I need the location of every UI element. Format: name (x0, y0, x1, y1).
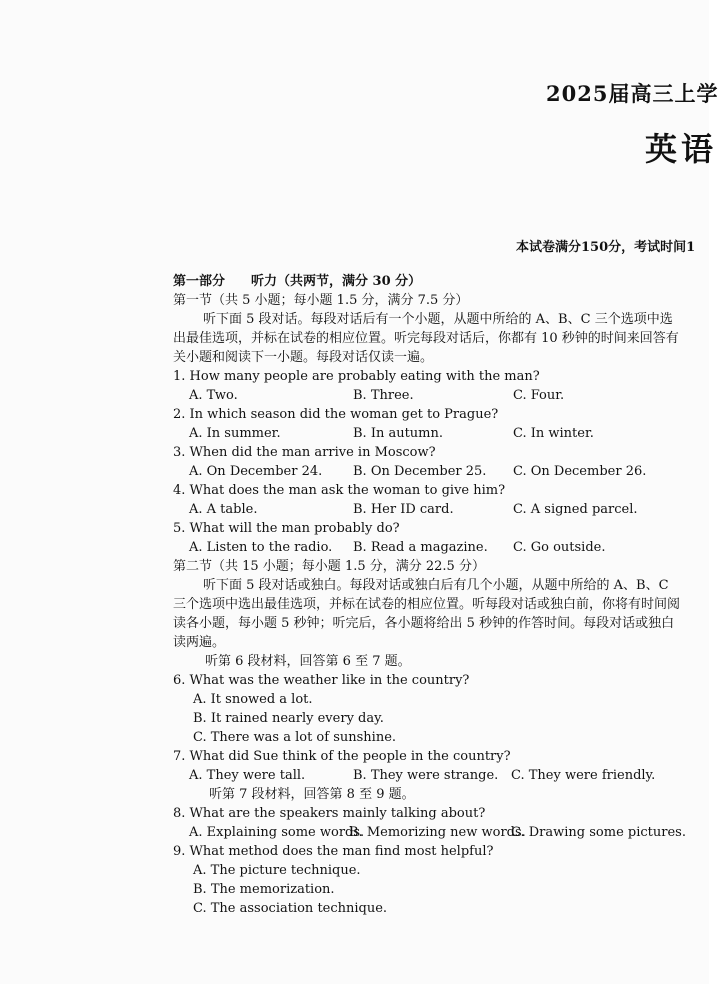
question-3-option-a: A. On December 24. (189, 464, 323, 479)
question-4: 4. What does the man ask the woman to give him? (173, 483, 506, 498)
question-1-options (173, 386, 693, 405)
question-2-option-a: A. In summer. (189, 426, 281, 441)
question-4-option-a: A. A table. (189, 502, 258, 517)
subject-title: 英语 (645, 130, 718, 168)
question-5-options (173, 538, 693, 557)
exam-content (173, 272, 693, 918)
question-7-option-b: B. They were strange. (353, 768, 499, 783)
section1-instructions: 听下面 5 段对话。每段对话后有一个小题，从题中所给的 A、B、C 三个选项中选出最佳选项，并标在试卷的相应位置。听完每段对话后，你都有 10 秒钟的时间来回答有关小题和阅读下一小题。每段对话仅读一遍。 (173, 312, 679, 365)
question-3-option-b: B. On December 25. (353, 464, 487, 479)
question-8-options (173, 823, 693, 842)
question-3-option-c: C. On December 26. (513, 464, 647, 479)
section2-instructions: 听下面 5 段对话或独白。每段对话或独白后有几个小题，从题中所给的 A、B、C 三个选项中选出最佳选项，并标在试卷的相应位置。听每段对话或独白前，你将有时间阅读各小题，每小题 5 秒钟；听完后，各小题将给出 5 秒钟的作答时间。每段对话或独白读两遍。 (173, 578, 681, 650)
question-5-option-b: B. Read a magazine. (353, 540, 488, 555)
part1-label: 第一部分 (173, 274, 226, 289)
question-8-option-c: C. Drawing some pictures. (511, 825, 686, 840)
question-4-option-c: C. A signed parcel. (513, 502, 638, 517)
question-7-options (173, 766, 693, 785)
question-7-option-a: A. They were tall. (189, 768, 306, 783)
question-3: 3. When did the man arrive in Moscow? (173, 445, 436, 460)
question-2-options (173, 424, 693, 443)
question-8: 8. What are the speakers mainly talking about? (173, 806, 486, 821)
question-9-option-a: A. The picture technique. (193, 863, 361, 878)
material-6-heading: 听第 6 段材料，回答第 6 至 7 题。 (205, 654, 411, 669)
question-1-option-b: B. Three. (353, 388, 414, 403)
part1-heading (173, 272, 693, 291)
question-8-option-b: B. Memorizing new words. (349, 825, 526, 840)
question-6-option-a: A. It snowed a lot. (193, 692, 313, 707)
question-2: 2. In which season did the woman get to Prague? (173, 407, 499, 422)
exam-title: 2025届高三上学 (546, 81, 718, 106)
question-4-option-b: B. Her ID card. (353, 502, 454, 517)
question-9: 9. What method does the man find most helpful? (173, 844, 494, 859)
question-2-option-b: B. In autumn. (353, 426, 444, 441)
section1-heading: 第一节（共 5 小题；每小题 1.5 分，满分 7.5 分） (173, 293, 469, 308)
question-8-option-a: A. Explaining some words. (189, 825, 365, 840)
exam-info: 本试卷满分150分，考试时间1 (516, 240, 696, 255)
question-7: 7. What did Sue think of the people in the country? (173, 749, 511, 764)
question-4-options (173, 500, 693, 519)
question-9-option-b: B. The memorization. (193, 882, 335, 897)
question-3-options (173, 462, 693, 481)
question-5-option-a: A. Listen to the radio. (189, 540, 333, 555)
question-1-option-a: A. Two. (189, 388, 238, 403)
question-7-option-c: C. They were friendly. (511, 768, 656, 783)
question-9-option-c: C. The association technique. (193, 901, 388, 916)
question-2-option-c: C. In winter. (513, 426, 594, 441)
material-7-heading: 听第 7 段材料，回答第 8 至 9 题。 (209, 787, 415, 802)
question-1: 1. How many people are probably eating with the man? (173, 369, 540, 384)
question-6: 6. What was the weather like in the country? (173, 673, 470, 688)
material-7-row (173, 785, 693, 804)
part1-title: 听力（共两节，满分 30 分） (251, 274, 422, 289)
question-5: 5. What will the man probably do? (173, 521, 400, 536)
question-1-option-c: C. Four. (513, 388, 565, 403)
section2-heading: 第二节（共 15 小题；每小题 1.5 分，满分 22.5 分） (173, 559, 485, 574)
question-6-option-c: C. There was a lot of sunshine. (193, 730, 397, 745)
question-5-option-c: C. Go outside. (513, 540, 606, 555)
question-6-option-b: B. It rained nearly every day. (193, 711, 384, 726)
